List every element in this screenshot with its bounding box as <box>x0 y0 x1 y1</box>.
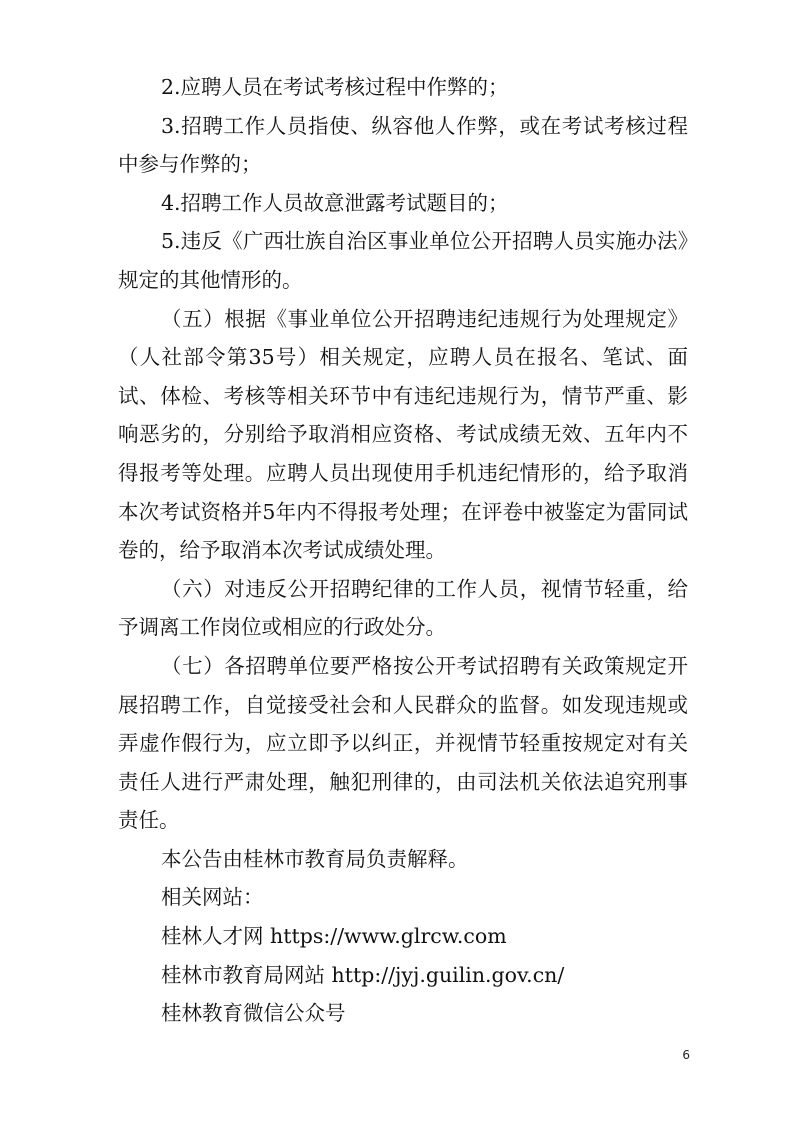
paragraph-item-5: 5.违反《广西壮族自治区事业单位公开招聘人员实施办法》规定的其他情形的。 <box>118 229 688 292</box>
paragraph-site-wechat: 桂林教育微信公众号 <box>161 1001 346 1026</box>
page-number: 6 <box>682 1048 690 1062</box>
paragraph-related-sites: 相关网站： <box>161 885 264 910</box>
paragraph-interpretation: 本公告由桂林市教育局负责解释。 <box>161 846 469 871</box>
paragraph-section-7: （七）各招聘单位要严格按公开考试招聘有关政策规定开展招聘工作，自觉接受社会和人民群众的监督。如发现违规或弄虚作假行为，应立即予以纠正，并视情节轻重按规定对有关责任人进行严肃处理，触犯刑律的，由司法机关依法追究刑事责任。 <box>118 653 688 833</box>
paragraph-item-2: 2.应聘人员在考试考核过程中作弊的； <box>161 75 509 99</box>
paragraph-section-5: （五）根据《事业单位公开招聘违纪违规行为处理规定》（人社部令第35号）相关规定，应聘人员在报名、笔试、面试、体检、考核等相关环节中有违纪违规行为，情节严重、影响恶劣的，分别给予取消相应资格、考试成绩无效、五年内不得报考等处理。应聘人员出现使用手机违纪情形的，给予取消本次考试资格并5年内不得报考处理；在评卷中被鉴定为雷同试卷的，给予取消本次考试成绩处理。 <box>118 306 688 563</box>
paragraph-site-talent: 桂林人才网 https://www.glrcw.com <box>161 924 507 949</box>
paragraph-item-3: 3.招聘工作人员指使、纵容他人作弊，或在考试考核过程中参与作弊的； <box>118 113 688 177</box>
paragraph-item-4: 4.招聘工作人员故意泄露考试题目的； <box>161 190 509 215</box>
paragraph-site-education-bureau: 桂林市教育局网站 http://jyj.guilin.gov.cn/ <box>161 962 565 987</box>
paragraph-section-6: （六）对违反公开招聘纪律的工作人员，视情节轻重，给予调离工作岗位或相应的行政处分。 <box>118 576 688 640</box>
document-body <box>118 68 688 1033</box>
